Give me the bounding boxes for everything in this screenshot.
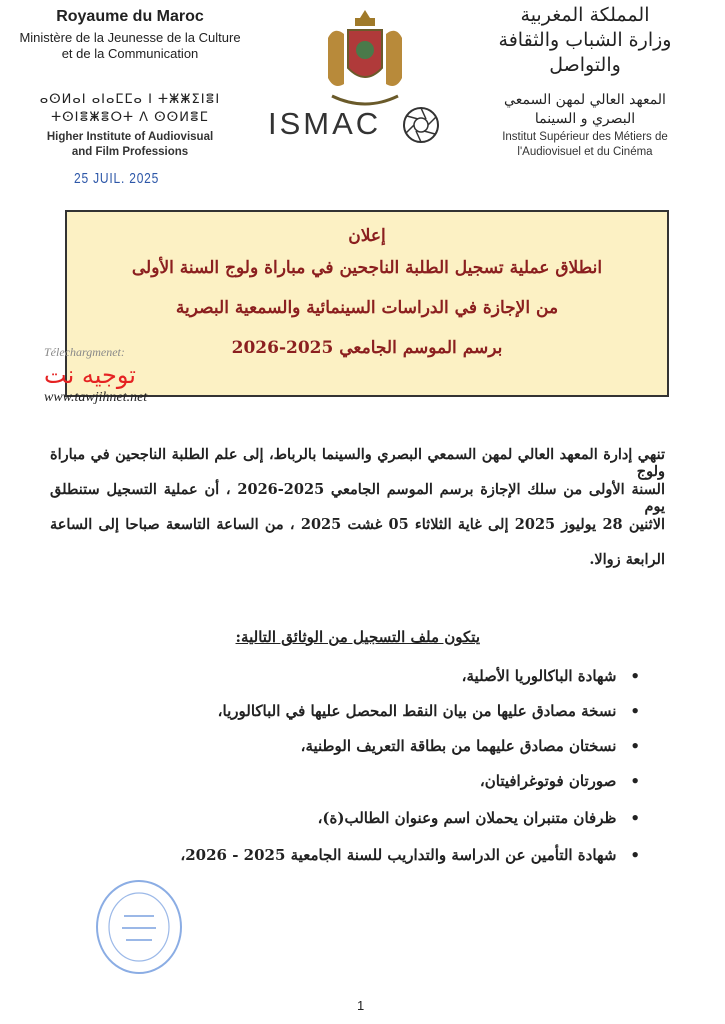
body-line-2: السنة الأولى من سلك الإجازة برسم الموسم الجامعي 2025-2026 ، أن عملية التسجيل ستنطلق يوم [50,481,665,515]
announcement-title: إعلان [348,226,386,246]
aperture-icon [402,106,440,144]
document-item: • نسختان مصادق عليهما من بطاقة التعريف الوطنية، [301,737,640,755]
institute-ar-2: البصري و السينما [534,111,636,127]
document-item: • شهادة التأمين عن الدراسة والتداريب للسنة الجامعية 2025 - 2026، [180,846,640,864]
ministry-fr-2: et de la Communication [61,46,199,61]
ministry-fr-1: Ministère de la Jeunesse de la Culture [19,30,241,45]
body-line-1: تنهي إدارة المعهد العالي لمهن السمعي البصري والسينما بالرباط، إلى علم الطلبة الناجحين في مباراة ولوج [50,446,665,480]
institute-en-2: and Film Professions [71,146,189,158]
watermark-label: Télechargmenet: [44,345,125,359]
date-stamp: 25 JUIL. 2025 [74,170,160,187]
ministry-ar-2: والتواصل [549,54,621,76]
kingdom-ar: المملكة المغربية [520,4,650,26]
watermark-brand: توجيه نت [44,361,136,389]
document-item: • نسخة مصادق عليها من بيان النقط المحصل عليها في الباكالوريا، [218,702,640,720]
kingdom-fr: Royaume du Maroc [56,8,204,25]
ismac-logo-text: ISMAC [268,106,382,141]
institute-en-1: Higher Institute of Audiovisual [46,131,214,143]
page-number: 1 [357,998,365,1013]
institute-fr-1: Institut Supérieur des Métiers de [502,131,668,143]
documents-heading: يتكون ملف التسجيل من الوثائق التالية: [235,628,480,646]
document-item: • شهادة الباكالوريا الأصلية، [462,667,640,685]
tifinagh-2: ⵜⵙⵏⴻⵥⴻⵔⵜ ⴷ ⵙⵙⵍⴻⵎ [51,110,209,125]
ministry-ar-1: وزارة الشباب والثقافة [498,29,672,51]
announcement-line-1: انطلاق عملية تسجيل الطلبة الناجحين في مباراة ولوج السنة الأولى [131,258,603,278]
announcement-line-3: برسم الموسم الجامعي 2025-2026 [231,338,503,358]
document-item: • صورتان فوتوغرافيتان، [480,772,640,790]
body-line-3: الاثنين 28 يوليوز 2025 إلى غاية الثلاثاء 05 غشت 2025 ، من الساعة التاسعة صباحا إلى الساعة [50,516,665,533]
institute-ar-1: المعهد العالي لمهن السمعي [504,92,666,108]
body-line-4: الرابعة زوالا. [589,551,665,568]
official-stamp-icon [94,878,184,976]
announcement-line-2: من الإجازة في الدراسات السينمائية والسمعية البصرية [175,298,559,318]
document-item: • ظرفان متنبران يحملان اسم وعنوان الطالب(ة)، [318,809,640,827]
tifinagh-1: ⴰⵙⵍⴰⵏ ⴰⵏⴰⵎⵎⴰ ⵏ ⵜⵥⵥⵉⵏⴻⵏ [39,92,221,107]
watermark [44,345,194,406]
coat-of-arms-icon [322,8,408,116]
institute-fr-2: l'Audiovisuel et du Cinéma [517,146,653,158]
watermark-url: www.tawjihnet.net [44,390,148,405]
